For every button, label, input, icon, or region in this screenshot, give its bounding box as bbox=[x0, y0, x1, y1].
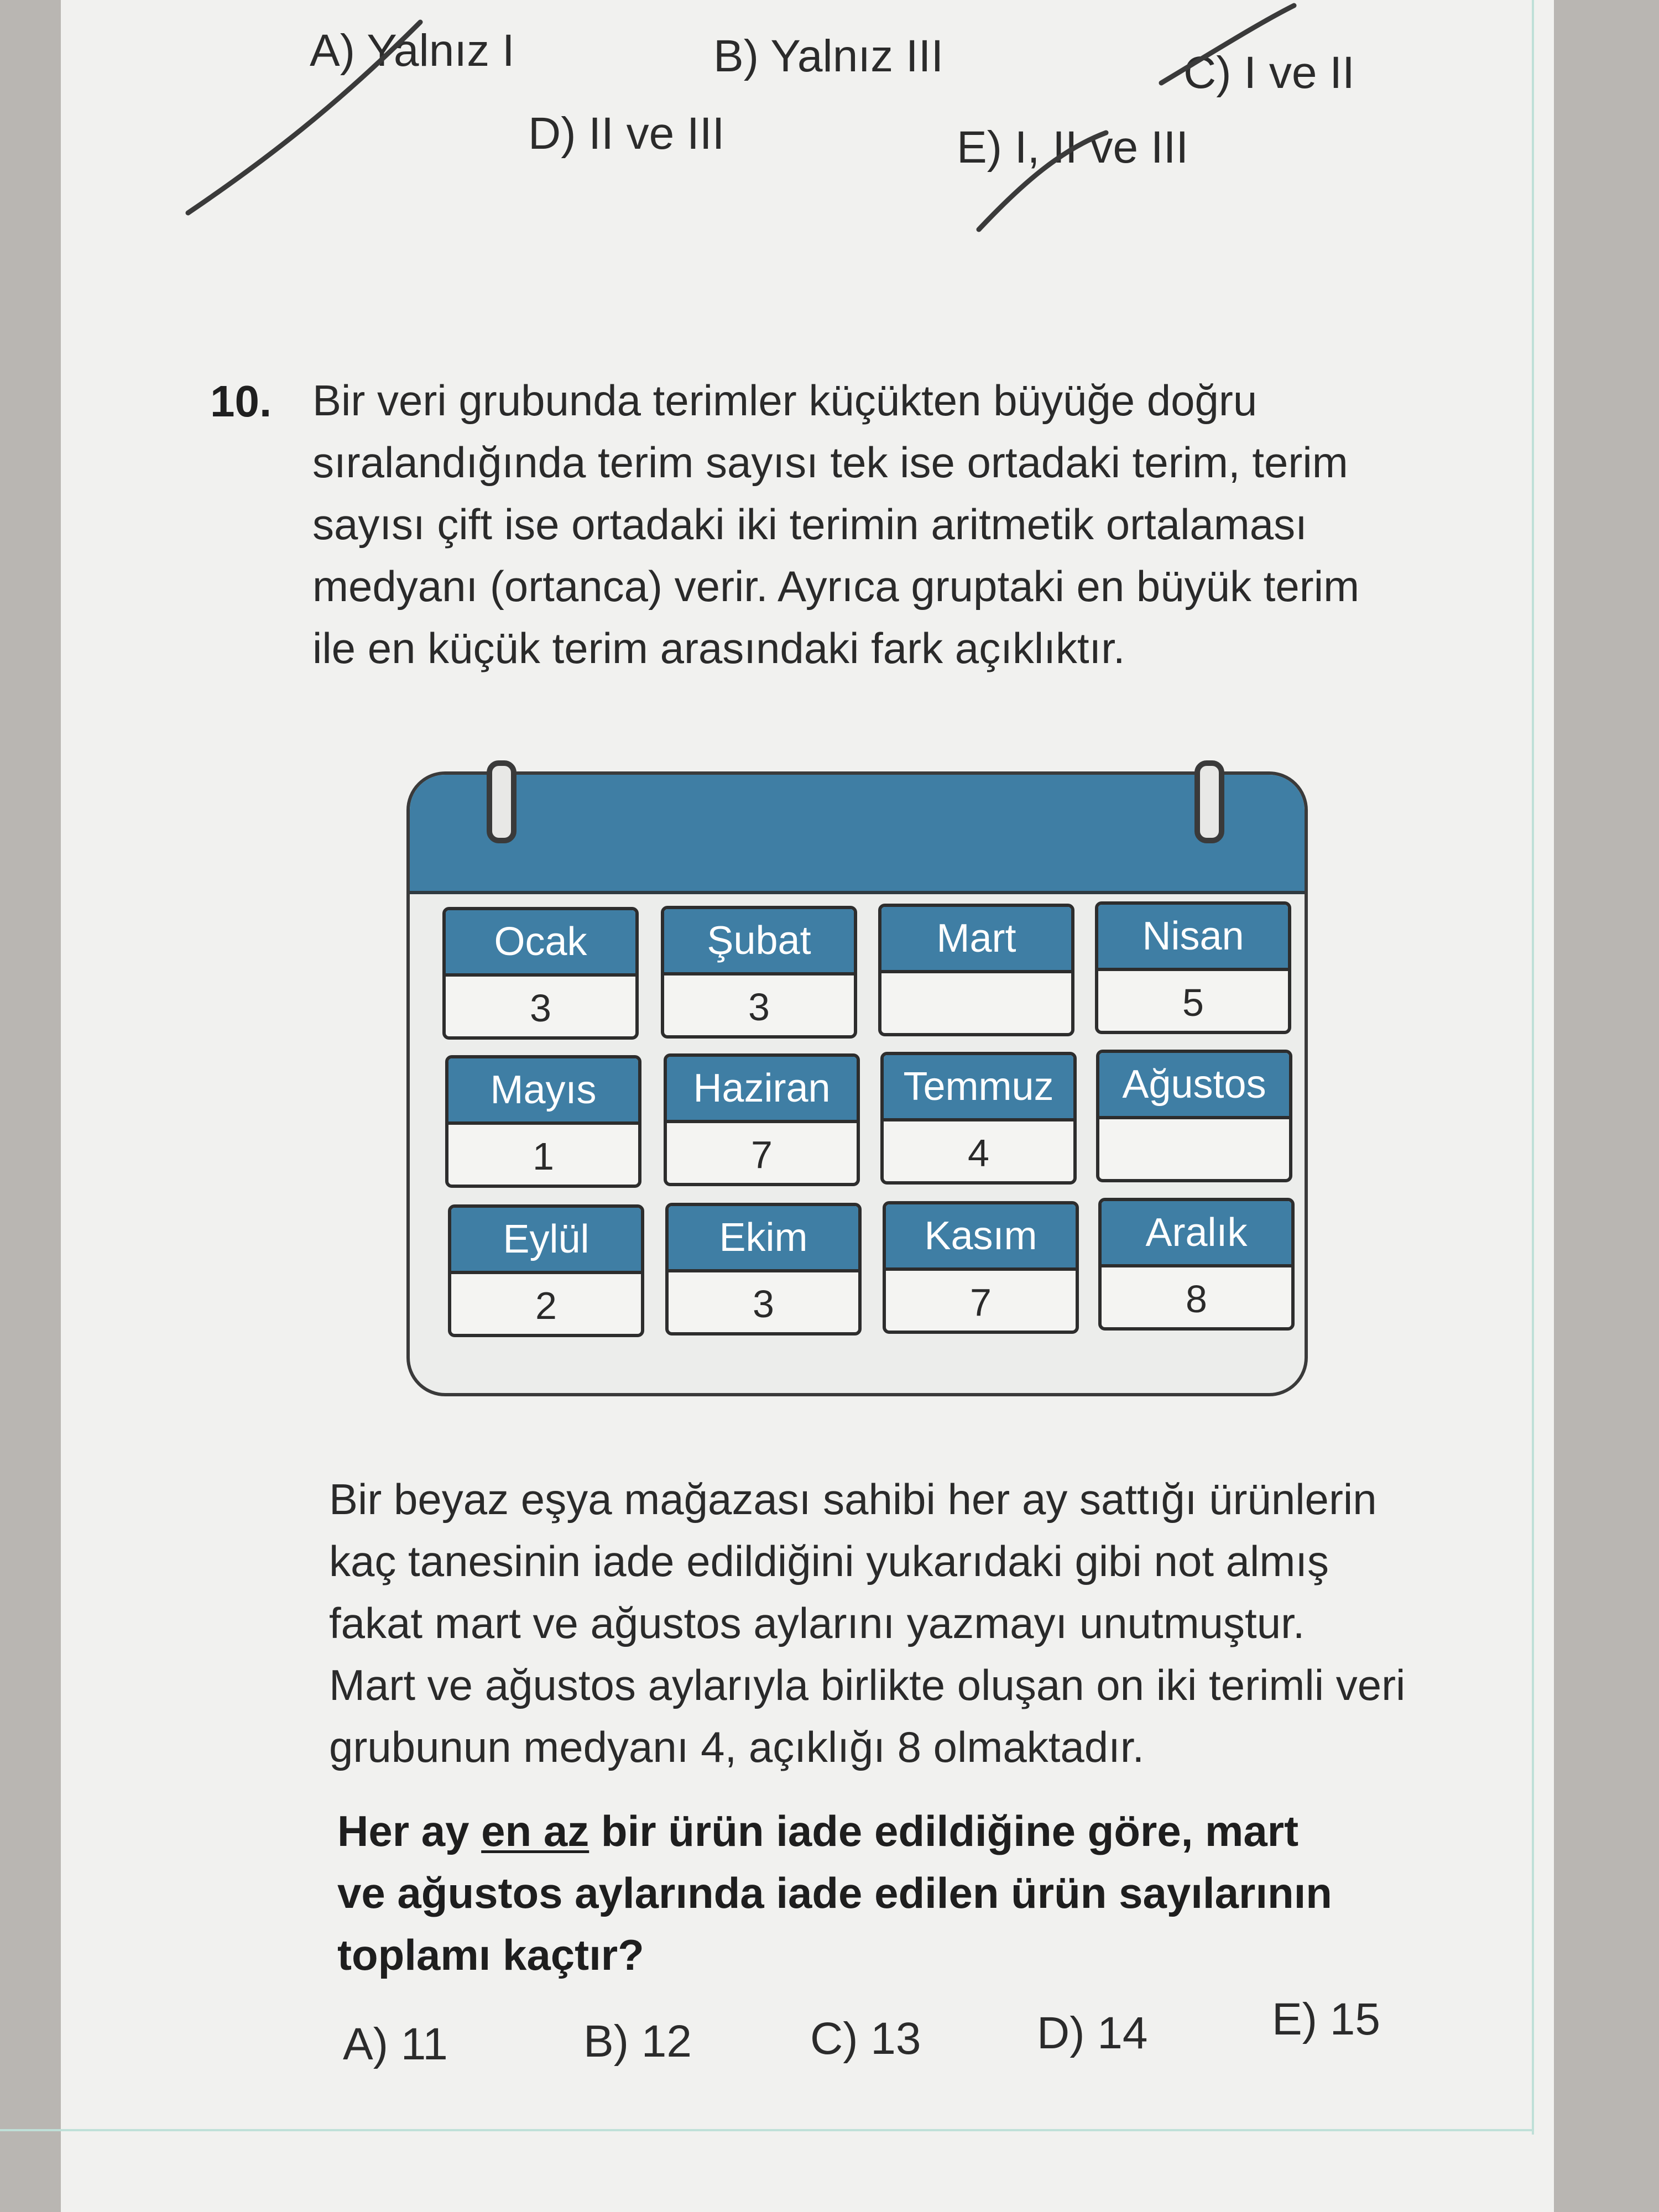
month-value: 3 bbox=[753, 1282, 774, 1326]
page-margin-line bbox=[1532, 0, 1534, 2135]
prompt-line-2: ve ağustos aylarında iade edilen ürün sayılarının bbox=[337, 1869, 1332, 1917]
month-cell-mart bbox=[878, 904, 1074, 1036]
pen-strokes bbox=[0, 0, 1659, 276]
month-value: 3 bbox=[748, 985, 770, 1029]
month-name: Mayıs bbox=[448, 1058, 638, 1125]
month-name: Nisan bbox=[1098, 905, 1288, 971]
answer-option-e[interactable]: E) 15 bbox=[1272, 1994, 1380, 2044]
month-cell-subat bbox=[661, 906, 857, 1039]
month-value: 2 bbox=[535, 1284, 557, 1327]
month-value: 3 bbox=[530, 987, 551, 1030]
prev-option-e[interactable]: E) I, II ve III bbox=[957, 122, 1189, 173]
month-cell-agustos bbox=[1096, 1050, 1292, 1182]
question-number: 10. bbox=[210, 377, 272, 426]
answer-option-c[interactable]: C) 13 bbox=[810, 2013, 921, 2064]
body-line: Bir beyaz eşya mağazası sahibi her ay sattığı ürünlerin bbox=[329, 1475, 1377, 1524]
prompt-text: bir ürün iade edildiğine göre, mart bbox=[589, 1807, 1299, 1855]
body-line: grubunun medyanı 4, açıklığı 8 olmaktadır. bbox=[329, 1723, 1145, 1771]
month-name: Ağustos bbox=[1099, 1053, 1289, 1119]
question-prompt bbox=[337, 1800, 1526, 1986]
month-cell-ocak bbox=[442, 907, 639, 1040]
month-value: 5 bbox=[1182, 981, 1204, 1024]
answer-option-d[interactable]: D) 14 bbox=[1037, 2008, 1148, 2058]
month-cell-aralik bbox=[1098, 1198, 1295, 1331]
month-cell-eylul bbox=[448, 1204, 644, 1337]
question-intro bbox=[312, 369, 1501, 679]
month-value bbox=[1099, 1119, 1289, 1182]
intro-line: medyanı (ortanca) verir. Ayrıca gruptaki en büyük terim bbox=[312, 562, 1360, 611]
month-value: 8 bbox=[1186, 1277, 1207, 1321]
body-line: fakat mart ve ağustos aylarını yazmayı unutmuştur. bbox=[329, 1599, 1305, 1647]
month-cell-temmuz bbox=[880, 1052, 1077, 1185]
body-line: kaç tanesinin iade edildiğini yukarıdaki gibi not almış bbox=[329, 1537, 1329, 1585]
month-value bbox=[881, 973, 1071, 1036]
answer-option-b[interactable]: B) 12 bbox=[583, 2016, 692, 2067]
prev-option-b[interactable]: B) Yalnız III bbox=[713, 31, 944, 81]
month-name: Ekim bbox=[669, 1206, 858, 1272]
month-value: 7 bbox=[751, 1133, 773, 1176]
intro-line: Bir veri grubunda terimler küçükten büyüğe doğru bbox=[312, 376, 1258, 425]
prompt-text: Her ay bbox=[337, 1807, 482, 1855]
answer-option-a[interactable]: A) 11 bbox=[343, 2019, 448, 2069]
month-cell-kasim bbox=[883, 1201, 1079, 1334]
month-name: Ocak bbox=[446, 910, 635, 977]
prompt-emphasis: en az bbox=[481, 1807, 589, 1855]
month-cell-haziran bbox=[664, 1053, 860, 1186]
intro-line: sıralandığında terim sayısı tek ise ortadaki terim, terim bbox=[312, 438, 1348, 487]
prev-option-a[interactable]: A) Yalnız I bbox=[310, 25, 515, 76]
month-name: Haziran bbox=[667, 1057, 857, 1123]
prev-option-c[interactable]: C) I ve II bbox=[1183, 48, 1355, 98]
month-name: Eylül bbox=[451, 1208, 641, 1274]
month-name: Kasım bbox=[886, 1204, 1076, 1271]
month-value: 1 bbox=[533, 1135, 554, 1178]
strike-stroke-e bbox=[979, 133, 1106, 229]
month-cell-mayis bbox=[445, 1055, 641, 1188]
month-name: Temmuz bbox=[884, 1055, 1073, 1121]
prompt-line-1 bbox=[337, 1800, 1526, 1862]
strike-stroke-a bbox=[188, 22, 420, 213]
month-name: Şubat bbox=[664, 909, 854, 975]
month-name: Aralık bbox=[1102, 1201, 1291, 1267]
month-value: 4 bbox=[968, 1131, 989, 1175]
page-margin-line-bottom bbox=[0, 2129, 1534, 2131]
month-name: Mart bbox=[881, 907, 1071, 973]
prompt-line-3: toplamı kaçtır? bbox=[337, 1931, 644, 1979]
calendar-header bbox=[410, 775, 1305, 894]
prev-option-d[interactable]: D) II ve III bbox=[528, 108, 725, 159]
calendar-ring-left bbox=[487, 760, 517, 843]
strike-stroke-c bbox=[1161, 6, 1294, 83]
calendar-ring-right bbox=[1194, 760, 1224, 843]
body-line: Mart ve ağustos aylarıyla birlikte oluşan on iki terimli veri bbox=[329, 1661, 1406, 1709]
intro-line: ile en küçük terim arasındaki fark açıklıktır. bbox=[312, 624, 1125, 672]
month-cell-nisan bbox=[1095, 901, 1291, 1034]
month-cell-ekim bbox=[665, 1203, 862, 1335]
intro-line: sayısı çift ise ortadaki iki terimin aritmetik ortalaması bbox=[312, 500, 1307, 549]
month-value: 7 bbox=[970, 1281, 992, 1324]
question-body bbox=[329, 1468, 1518, 1778]
